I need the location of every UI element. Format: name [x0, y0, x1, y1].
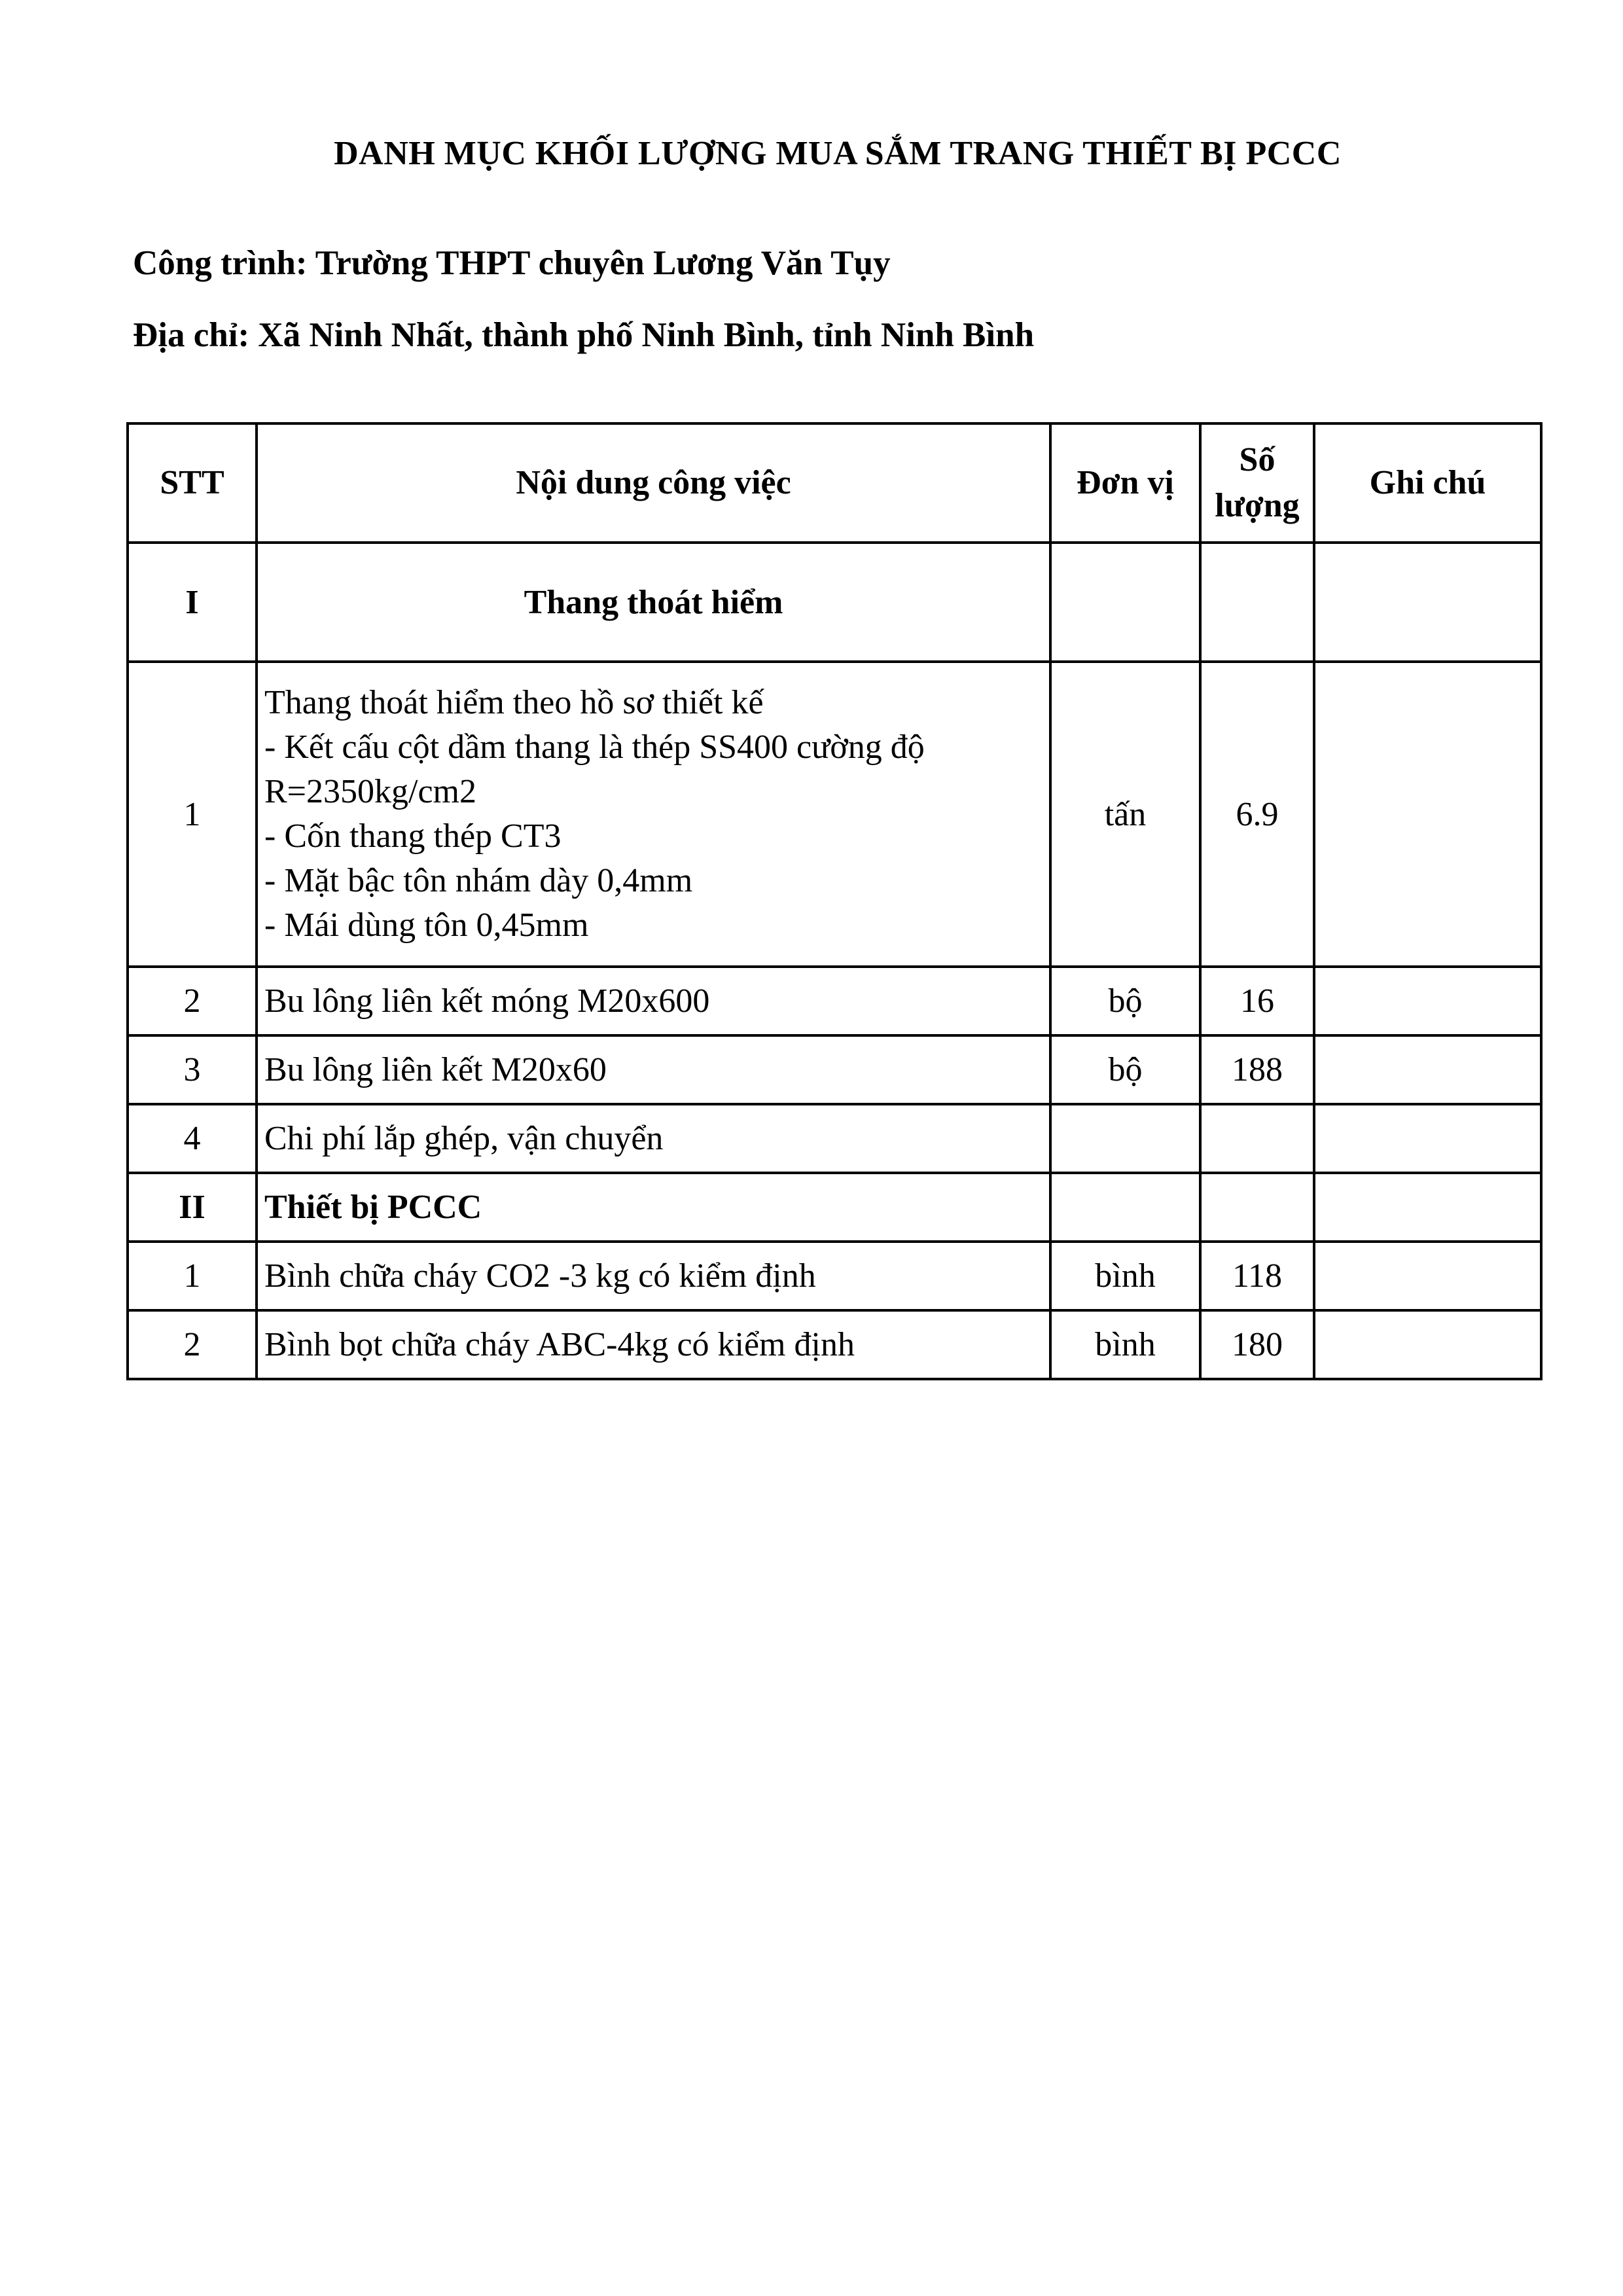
- row-unit: bộ: [1050, 967, 1200, 1035]
- row-unit: tấn: [1050, 662, 1200, 967]
- row-stt: 2: [128, 1310, 257, 1379]
- row-description: Bình chữa cháy CO2 -3 kg có kiểm định: [257, 1242, 1050, 1310]
- row-stt: 1: [128, 1242, 257, 1310]
- section-title: Thang thoát hiểm: [257, 543, 1050, 662]
- section-unit: [1050, 1173, 1200, 1242]
- row-stt: 4: [128, 1104, 257, 1173]
- table-row: [128, 1104, 1541, 1173]
- table-row: [128, 662, 1541, 967]
- row-description: Bình bọt chữa cháy ABC-4kg có kiểm định: [257, 1310, 1050, 1379]
- row-stt: 2: [128, 967, 257, 1035]
- document-title: DANH MỤC KHỐI LƯỢNG MUA SẮM TRANG THIẾT BỊ PCCC: [334, 135, 1342, 172]
- row-description: Chi phí lắp ghép, vận chuyển: [257, 1104, 1050, 1173]
- header-unit: Đơn vị: [1050, 423, 1200, 543]
- row-unit: bộ: [1050, 1035, 1200, 1104]
- section-row-2: [128, 1173, 1541, 1242]
- header-stt: STT: [128, 423, 257, 543]
- row-stt: 1: [128, 662, 257, 967]
- row-description: Bu lông liên kết M20x60: [257, 1035, 1050, 1104]
- section-stt: I: [128, 543, 257, 662]
- header-quantity-line2: lượng: [1215, 487, 1300, 524]
- project-name: Công trình: Trường THPT chuyên Lương Văn Tụy: [133, 244, 891, 282]
- row-quantity: 118: [1200, 1242, 1314, 1310]
- table-row: [128, 967, 1541, 1035]
- row-note: [1314, 967, 1541, 1035]
- table-row: [128, 1035, 1541, 1104]
- table-row: [128, 1310, 1541, 1379]
- description-line: - Mặt bậc tôn nhám dày 0,4mm: [264, 862, 693, 899]
- row-unit: bình: [1050, 1310, 1200, 1379]
- row-note: [1314, 1242, 1541, 1310]
- row-note: [1314, 1035, 1541, 1104]
- description-line: - Mái dùng tôn 0,45mm: [264, 906, 589, 944]
- row-quantity: 16: [1200, 967, 1314, 1035]
- row-note: [1314, 662, 1541, 967]
- header-note: Ghi chú: [1314, 423, 1541, 543]
- table-row: [128, 1242, 1541, 1310]
- section-note: [1314, 543, 1541, 662]
- quantity-table: [126, 422, 1543, 1380]
- row-quantity: 180: [1200, 1310, 1314, 1379]
- section-stt: II: [128, 1173, 257, 1242]
- section-quantity: [1200, 1173, 1314, 1242]
- section-quantity: [1200, 543, 1314, 662]
- row-quantity: [1200, 1104, 1314, 1173]
- section-row-1: [128, 543, 1541, 662]
- description-line: R=2350kg/cm2: [264, 773, 476, 810]
- section-title: Thiết bị PCCC: [257, 1173, 1050, 1242]
- section-unit: [1050, 543, 1200, 662]
- header-quantity: [1200, 423, 1314, 543]
- row-quantity: 188: [1200, 1035, 1314, 1104]
- section-note: [1314, 1173, 1541, 1242]
- table-header-row: [128, 423, 1541, 543]
- header-quantity-line1: Số: [1239, 441, 1275, 478]
- description-line: - Cốn thang thép CT3: [264, 817, 562, 855]
- description-line: Thang thoát hiểm theo hồ sơ thiết kế: [264, 684, 764, 721]
- header-content: Nội dung công việc: [257, 423, 1050, 543]
- row-unit: [1050, 1104, 1200, 1173]
- row-note: [1314, 1310, 1541, 1379]
- row-unit: bình: [1050, 1242, 1200, 1310]
- row-quantity: 6.9: [1200, 662, 1314, 967]
- row-description: Bu lông liên kết móng M20x600: [257, 967, 1050, 1035]
- row-stt: 3: [128, 1035, 257, 1104]
- project-address: Địa chỉ: Xã Ninh Nhất, thành phố Ninh Bình, tỉnh Ninh Bình: [133, 316, 1035, 354]
- row-description: [257, 662, 1050, 967]
- row-note: [1314, 1104, 1541, 1173]
- description-line: - Kết cấu cột dầm thang là thép SS400 cường độ: [264, 728, 925, 766]
